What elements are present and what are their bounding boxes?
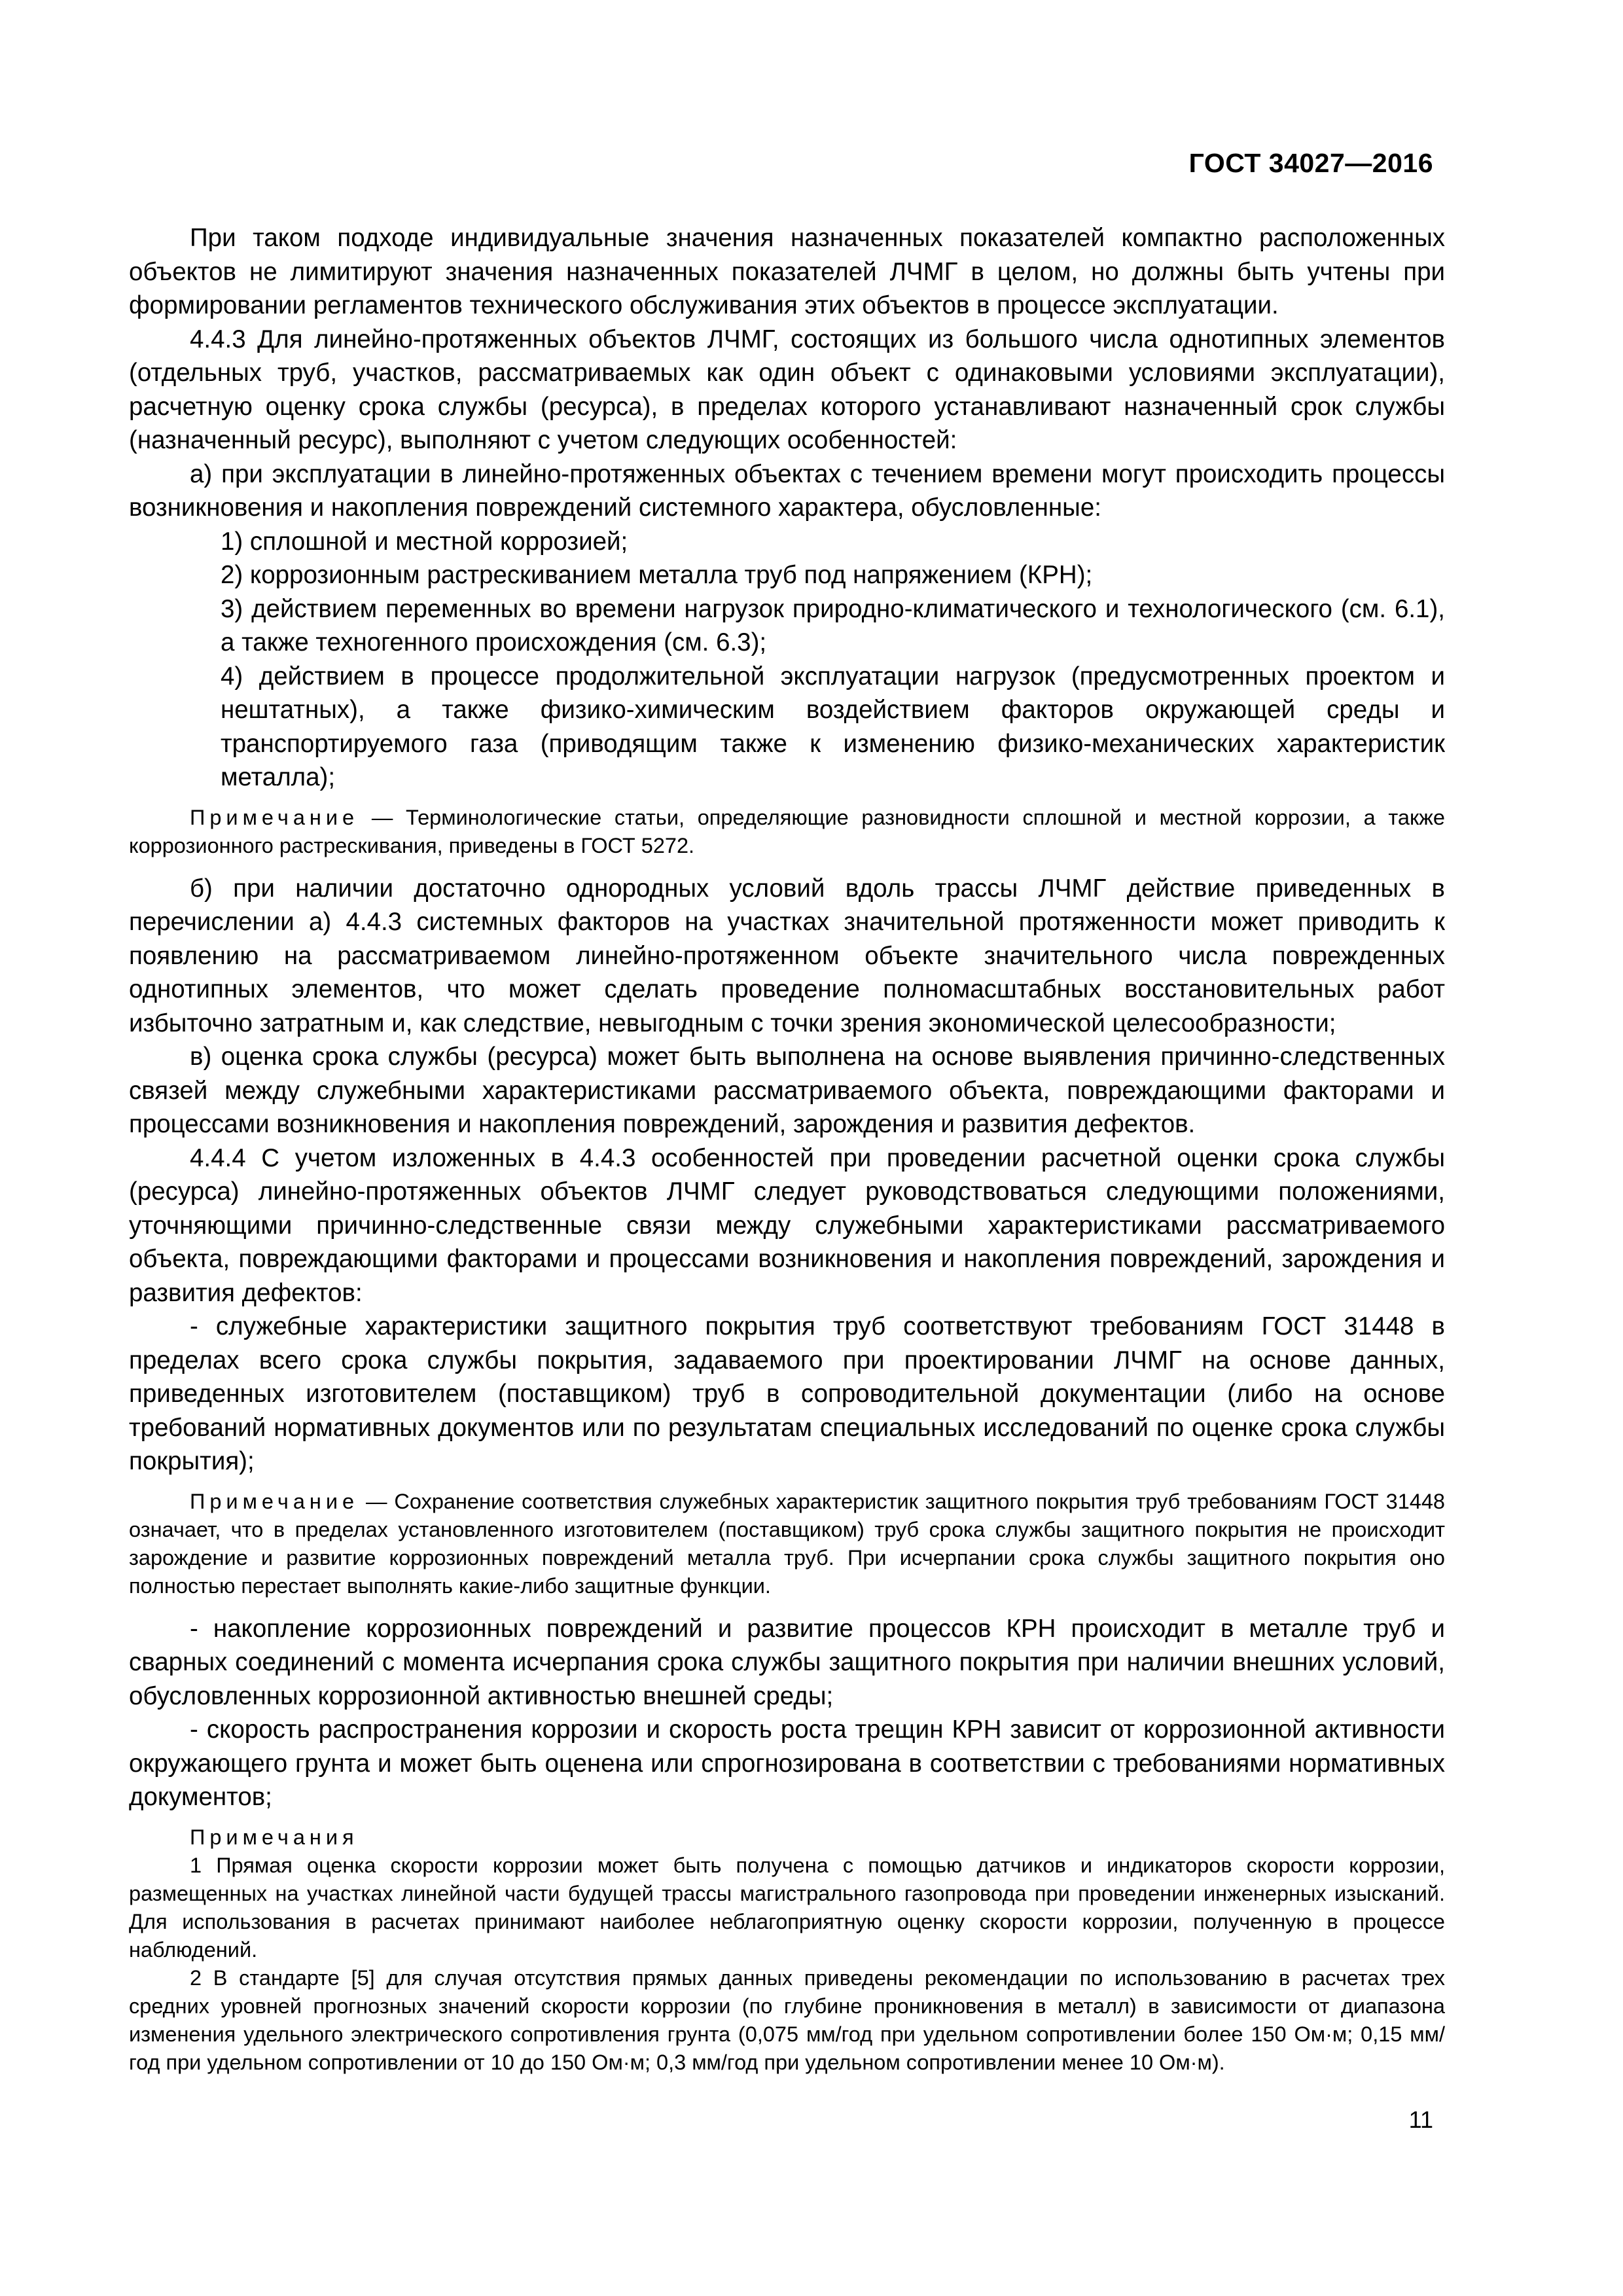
note-label: Примечание — [190, 1489, 359, 1513]
note-label: Примечание — [190, 805, 359, 829]
note-text: — Терминологические статьи, определяющие разновидности сплошной и местной коррозии, а также коррозионного растрескивания, приведены в ГОСТ 5272. — [129, 805, 1445, 857]
page-number: 11 — [1408, 2106, 1433, 2133]
bullet-item: - накопление коррозионных повреждений и развитие процессов КРН происходит в металле труб и сварных соединений с момента исчерпания срока службы защитного покрытия при наличии внешних условий, обусловленных коррозионной активностью внешней среды; — [129, 1614, 1445, 1710]
clause-4-4-4: 4.4.4 С учетом изложенных в 4.4.3 особенностей при проведении расчетной оценки срока службы (ресурса) линейно-протяженных объектов ЛЧМГ следует руководствоваться следующими положениями, уточняющими причинно-следственные связи между служебными характеристиками рассматриваемого объекта, повреждающими факторами и процессами возникновения и накопления повреждений, зарождения и развития дефектов: — [129, 1143, 1445, 1307]
notes-label: Примечания — [190, 1825, 359, 1849]
note — [129, 804, 1445, 860]
list-item: 2) коррозионным растрескиванием металла труб под напряжением (КРН); — [221, 561, 1093, 589]
note-text: — Сохранение соответствия служебных характеристик защитного покрытия труб требованиям ГОСТ 31448 означает, что в пределах установленного изготовителем (поставщиком) труб срока службы защитного покрытия не происходит зарождение и развитие коррозионных повреждений металла труб. При исчерпании срока службы защитного покрытия оно полностью перестает выполнять какие-либо защитные функции. — [129, 1489, 1445, 1598]
item-a: а) при эксплуатации в линейно-протяженных объектах с течением времени могут происходить процессы возникновения и накопления повреждений системного характера, обусловленные: — [129, 459, 1445, 522]
item-v: в) оценка срока службы (ресурса) может быть выполнена на основе выявления причинно-следственных связей между служебными характеристиками рассматриваемого объекта, повреждающими факторами и процессами возникновения и накопления повреждений, зарождения и развития дефектов. — [129, 1043, 1445, 1138]
note-item: 2 В стандарте [5] для случая отсутствия прямых данных приведены рекомендации по использованию в расчетах трех средних уровней прогнозных значений скорости коррозии (по глубине проникновения в металл) в зависимости от диапазона изменения удельного электрического сопротивления грунта (0,075 мм/год при удельном сопротивлении более 150 Ом·м; 0,15 мм/год при удельном сопротивлении от 10 до 150 Ом·м; 0,3 мм/год при удельном сопротивлении менее 10 Ом·м). — [129, 1965, 1445, 2074]
bullet-item: - служебные характеристики защитного покрытия труб соответствуют требованиям ГОСТ 31448 в пределах всего срока службы покрытия, задаваемого при проектировании ЛЧМГ на основе данных, приведенных изготовителем (поставщиком) труб в сопроводительной документации (либо на основе требований нормативных документов или по результатам специальных исследований по оценке срока службы покрытия); — [129, 1312, 1445, 1475]
document-body — [129, 221, 1445, 2077]
note — [129, 1488, 1445, 1600]
list-item: 3) действием переменных во времени нагрузок природно-климатического и технологического (см. 6.1), а также техногенного происхождения (см. 6.3); — [221, 594, 1445, 656]
item-b: б) при наличии достаточно однородных условий вдоль трассы ЛЧМГ действие приведенных в перечислении а) 4.4.3 системных факторов на участках значительной протяженности может приводить к появлению на рассматриваемом линейно-протяженном объекте значительного числа поврежденных однотипных элементов, что может сделать проведение полномасштабных восстановительных работ избыточно затратным и, как следствие, невыгодным с точки зрения экономической целесообразности; — [129, 874, 1445, 1037]
paragraph: При таком подходе индивидуальные значения назначенных показателей компактно расположенных объектов не лимитируют значения назначенных показателей ЛЧМГ в целом, но должны быть учтены при формировании регламентов технического обслуживания этих объектов в процессе эксплуатации. — [129, 224, 1445, 319]
note-item: 1 Прямая оценка скорости коррозии может быть получена с помощью датчиков и индикаторов скорости коррозии, размещенных на участках линейной части будущей трассы магистрального газопровода при проведении инженерных изысканий. Для использования в расчетах принимают наиболее неблагоприятную оценку скорости коррозии, полученную в процессе наблюдений. — [129, 1853, 1445, 1962]
list-item: 1) сплошной и местной коррозией; — [221, 527, 628, 556]
list-item: 4) действием в процессе продолжительной эксплуатации нагрузок (предусмотренных проектом и нештатных), а также физико-химическим воздействием факторов окружающей среды и транспортируемого газа (приводящим также к изменению физико-механических характеристик металла); — [221, 662, 1445, 791]
bullet-item: - скорость распространения коррозии и скорость роста трещин КРН зависит от коррозионной активности окружающего грунта и может быть оценена или спрогнозирована в соответствии с требованиями нормативных документов; — [129, 1715, 1445, 1811]
document-code: ГОСТ 34027—2016 — [1188, 148, 1433, 178]
clause-4-4-3: 4.4.3 Для линейно-протяженных объектов ЛЧМГ, состоящих из большого числа однотипных элементов (отдельных труб, участков, рассматриваемых как один объект с одинаковыми условиями эксплуатации), расчетную оценку срока службы (ресурса), в пределах которого устанавливают назначенный срок службы (назначенный ресурс), выполняют с учетом следующих особенностей: — [129, 325, 1445, 454]
